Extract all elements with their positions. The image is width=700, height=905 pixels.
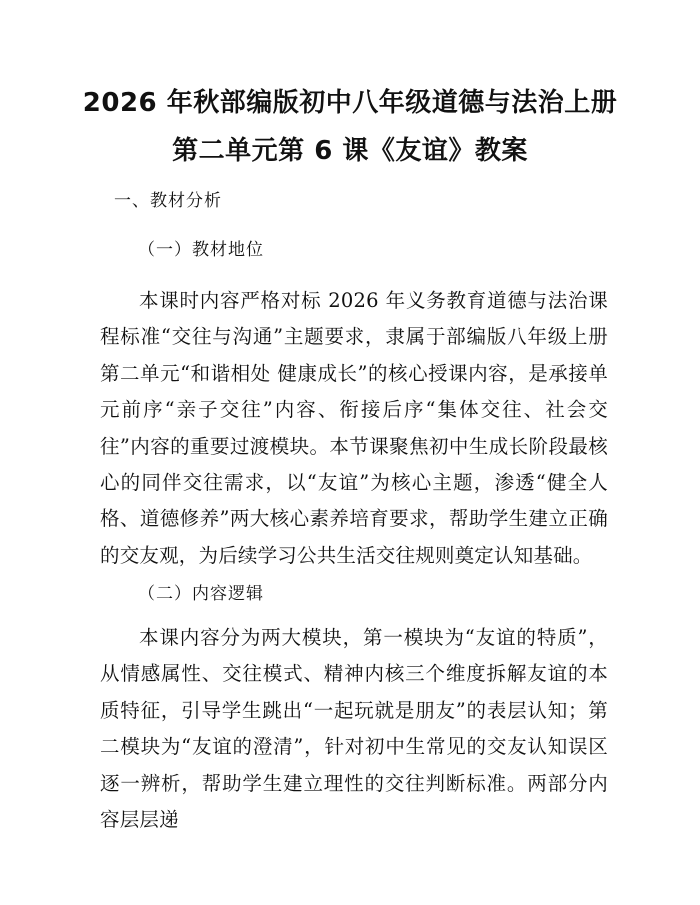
paragraph-content-logic: 本课内容分为两大模块，第一模块为“友谊的特质”，从情感属性、交往模式、精神内核三个维度拆解友谊的本质特征，引导学生跳出“一起玩就是朋友”的表层认知；第二模块为“友谊的澄清”，针对初中生常见的交友认知误区逐一辨析，帮助学生建立理性的交往判断标准。两部分内容层层递 xyxy=(100,626,608,832)
subsection-heading-textbook-position: （一）教材地位 xyxy=(138,240,264,260)
section-heading-textbook-analysis: 一、教材分析 xyxy=(114,191,222,211)
document-title-line-1: 2026 年秋部编版初中八年级道德与法治上册 xyxy=(82,88,618,118)
document-title-line-2: 第二单元第 6 课《友谊》教案 xyxy=(172,136,528,166)
subsection-heading-content-logic: （二）内容逻辑 xyxy=(138,584,264,604)
paragraph-textbook-position: 本课时内容严格对标 2026 年义务教育道德与法治课程标准“交往与沟通”主题要求，隶属于部编版八年级上册第二单元“和谐相处 健康成长”的核心授课内容，是承接单元前序“亲子交往”内容、衔接后序“集体交往、社会交往”内容的重要过渡模块。本节课聚焦初中生成长阶段最核心的同伴交往需求，以“友谊”为核心主题，渗透“健全人格、道德修养”两大核心素养培育要求，帮助学生建立正确的交友观，为后续学习公共生活交往规则奠定认知基础。 xyxy=(100,289,608,567)
